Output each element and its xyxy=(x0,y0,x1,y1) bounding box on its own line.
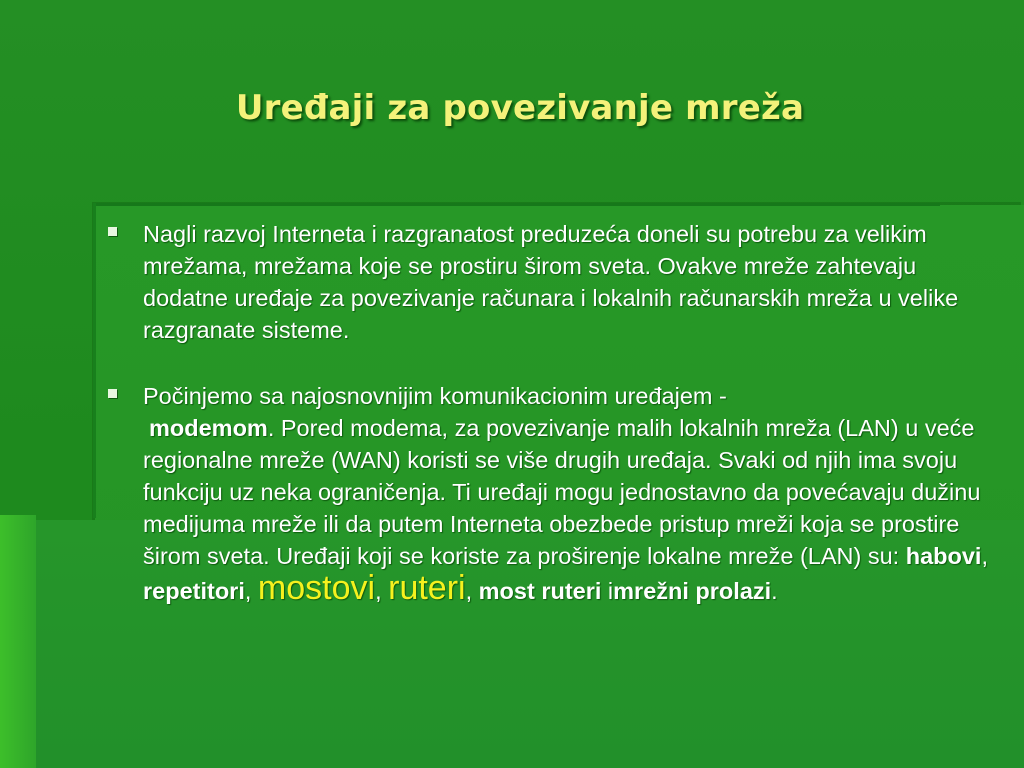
divider-vertical xyxy=(93,203,96,518)
term-modem: modemom xyxy=(149,415,268,441)
term-mrezni-prolazi: mrežni prolazi xyxy=(613,578,772,604)
period: . xyxy=(771,578,778,604)
term-mostovi: mostovi xyxy=(257,569,376,607)
term-repetitori: repetitori xyxy=(143,578,245,604)
separator: , xyxy=(375,578,389,604)
bullet-text: Nagli razvoj Interneta i razgranatost preduzeća doneli su potrebu za velikim mrežama, mrežama koje se prostiru širom sveta. Ovakve mreže zahtevaju dodatne uređaje za povezivanje računara i lokalnih računarskih mreža u velike razgranate sisteme. xyxy=(143,221,959,343)
square-bullet-icon xyxy=(108,389,117,398)
background-stripe xyxy=(0,515,36,768)
term-habovi: habovi xyxy=(905,543,982,569)
divider xyxy=(95,203,940,206)
bullet-text-intro: Počinjemo sa najosnovnijim komunikacionim uređajem - xyxy=(143,383,727,409)
separator: , xyxy=(244,578,258,604)
separator: , xyxy=(465,578,479,604)
bullet-text-body: . Pored modema, za povezivanje malih lokalnih mreža (LAN) u veće regionalne mreže (WAN) koristi se više drugih uređaja. Svaki od njih ima svoju funkciju uz neka ograničenja. Ti uređaji mogu jednostavno da povećavaju dužinu medijuma mreže ili da putem Interneta obezbede pristup mreži koja se prostire širom sveta. Uređaji koji se koriste za proširenje lokalne mreže (LAN) su: xyxy=(143,415,981,569)
bullet-item xyxy=(103,380,993,607)
conjunction: i xyxy=(601,578,614,604)
square-bullet-icon xyxy=(108,227,117,236)
bullet-item xyxy=(103,218,993,346)
slide-title: Uređaji za povezivanje mreža xyxy=(235,88,805,128)
term-ruteri: ruteri xyxy=(388,569,466,607)
separator: , xyxy=(981,543,988,569)
term-most-ruteri: most ruteri xyxy=(478,578,602,604)
slide-content xyxy=(103,218,993,641)
